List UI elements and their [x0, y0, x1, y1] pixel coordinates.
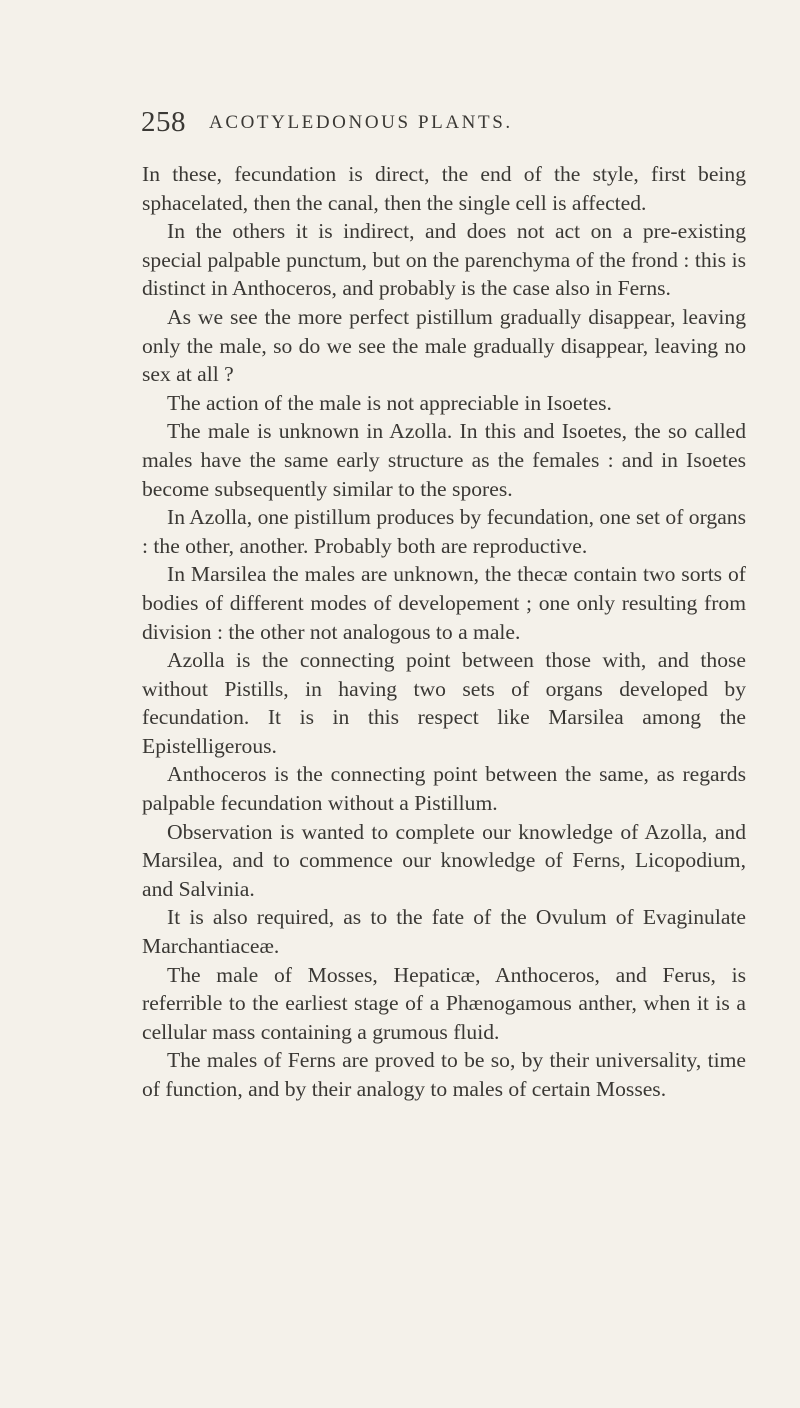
paragraph: The male of Mosses, Hepaticæ, Anthoceros, and Ferus, is referrible to the earliest stage of a Phænogamous anther, when it is a cellular mass containing a grumous fluid.	[142, 962, 746, 1044]
running-head: ACOTYLEDONOUS PLANTS.	[209, 112, 513, 133]
paragraph: The action of the male is not appreciable in Isoetes.	[167, 390, 612, 415]
paragraph: Azolla is the connecting point between those with, and those without Pistills, in having two sets of organs developed by fecundation. It is in this respect like Marsilea among the Epistelligerous.	[142, 648, 746, 758]
paragraph: In Marsilea the males are unknown, the thecæ contain two sorts of bodies of different modes of developement ; one only resulting from division : the other not analogous to a male.	[142, 562, 746, 644]
page-number: 258	[141, 106, 186, 138]
paragraph: The male is unknown in Azolla. In this and Isoetes, the so called males have the same early structure as the females : and in Isoetes become subsequently similar to the spores.	[142, 419, 746, 501]
body-text	[142, 160, 746, 1104]
paragraph: In these, fecundation is direct, the end of the style, first being sphacelated, then the canal, then the single cell is affected.	[142, 162, 746, 215]
paragraph: The males of Ferns are proved to be so, by their universality, time of function, and by their analogy to males of certain Mosses.	[142, 1048, 746, 1101]
paragraph: As we see the more perfect pistillum gradually disappear, leaving only the male, so do we see the male gradually disappear, leaving no sex at all ?	[142, 304, 746, 387]
paragraph: Observation is wanted to complete our knowledge of Azolla, and Marsilea, and to commence our knowledge of Ferns, Licopodium, and Salvinia.	[142, 819, 746, 901]
paragraph: In the others it is indirect, and does not act on a pre-existing special palpable punctum, but on the parenchyma of the frond : this is distinct in Anthoceros, and probably is the case also in Ferns.	[142, 219, 746, 301]
paragraph: Anthoceros is the connecting point between the same, as regards palpable fecundation without a Pistillum.	[142, 762, 746, 816]
paragraph: It is also required, as to the fate of the Ovulum of Evaginulate Marchantiaceæ.	[142, 905, 746, 959]
paragraph: In Azolla, one pistillum produces by fecundation, one set of organs : the other, another. Probably both are reproductive.	[142, 505, 746, 558]
page-header	[141, 106, 741, 146]
